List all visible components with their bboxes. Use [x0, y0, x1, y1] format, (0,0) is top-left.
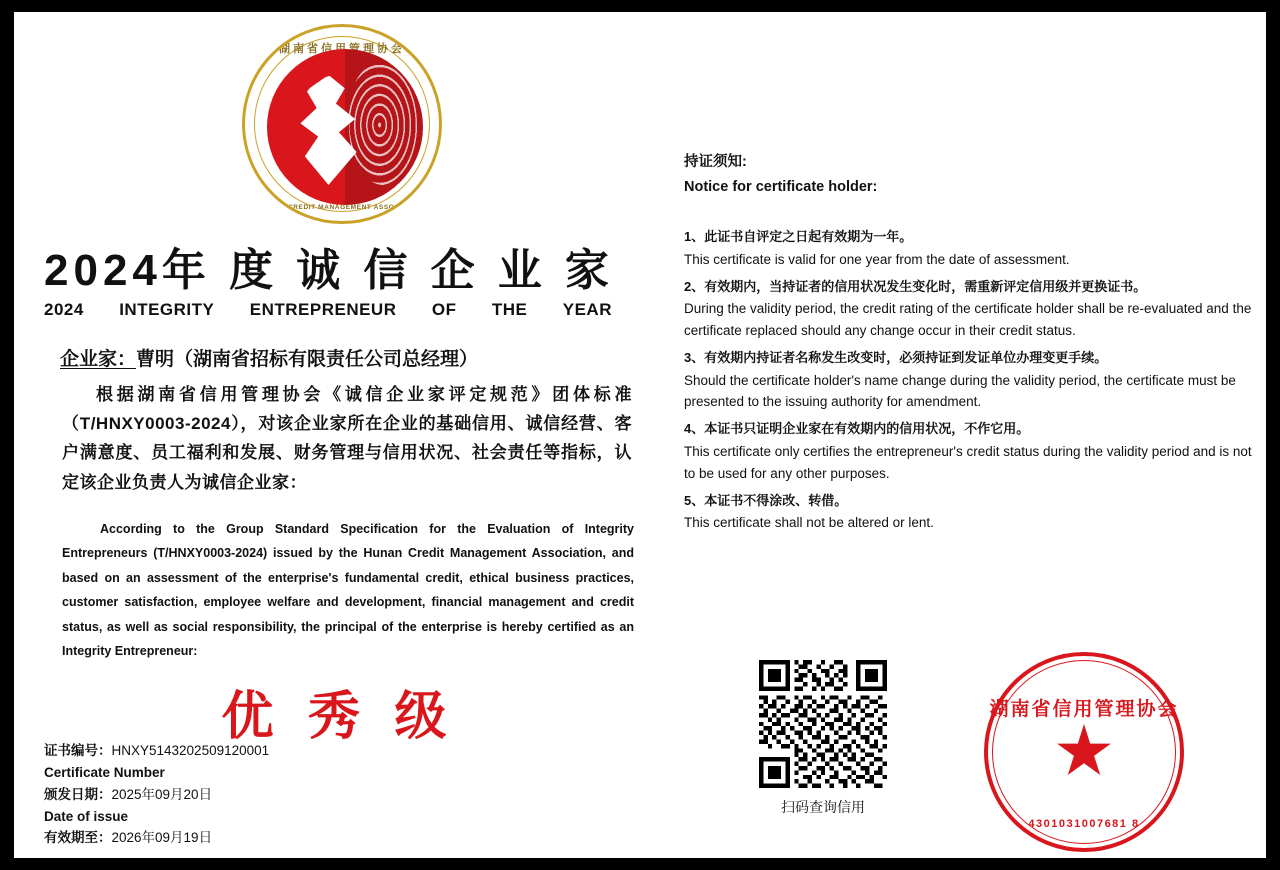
notice-item	[684, 225, 1264, 271]
title-cn-part-2: 诚	[296, 246, 346, 295]
notice-item	[684, 275, 1264, 342]
notice-item-cn: 5、本证书不得涂改、转借。	[684, 492, 848, 508]
issue-date-label-en: Date of issue	[44, 808, 129, 824]
qr-block	[759, 660, 899, 817]
title-en-part-0: 2024	[44, 300, 84, 319]
cert-number-row	[44, 740, 444, 762]
title-en-part-5: YEAR	[562, 300, 612, 319]
notice-item	[684, 489, 1264, 535]
body-text-chinese: 根据湖南省信用管理协会《诚信企业家评定规范》团体标准（T/HNXY0003-2024），对该企业家所在企业的基础信用、诚信经营、客户满意度、员工福利和发展、财务管理与信用状况、社会责任等指标，认定该企业负责人为诚信企业家：	[62, 385, 632, 492]
holder-line	[60, 344, 620, 371]
cert-number-label: 证书编号：	[44, 743, 112, 758]
notice-item-en: This certificate is valid for one year from the date of assessment.	[684, 251, 1070, 267]
notice-item-en: This certificate shall not be altered or lent.	[684, 515, 934, 531]
title-cn-part-1: 度	[229, 246, 279, 295]
seal-core	[267, 49, 423, 205]
grade-level: 优 秀 级	[221, 688, 457, 746]
certificate-page	[14, 12, 1266, 858]
title-cn-part-3: 信	[363, 246, 413, 295]
certificate-meta	[44, 740, 444, 849]
qr-code-icon[interactable]	[759, 660, 887, 788]
notice-heading	[684, 150, 877, 201]
title-en-part-2: ENTREPRENEUR	[249, 300, 397, 319]
title-en-part-4: THE	[491, 300, 528, 319]
notice-heading-en: Notice for certificate holder:	[684, 179, 878, 196]
valid-until-value: 2026年09月19日	[111, 830, 213, 846]
title-cn-part-4: 企	[430, 246, 480, 295]
title-english	[44, 300, 612, 320]
title-en-part-1: INTEGRITY	[119, 300, 215, 319]
notice-item-cn: 4、本证书只证明企业家在有效期内的信用状况，不作它用。	[684, 421, 1030, 437]
stamp-bottom-text: 4301031007681 8	[1028, 818, 1140, 830]
notice-item-cn: 2、有效期内，当持证者的信用状况发生变化时，需重新评定信用级并更换证书。	[684, 278, 1147, 294]
title-chinese	[44, 234, 614, 298]
notice-heading-cn: 持证须知:	[684, 154, 747, 170]
fingerprint-icon	[349, 65, 417, 185]
notice-item	[684, 346, 1264, 413]
title-en-part-3: OF	[431, 300, 457, 319]
holder-value: 曹明（湖南省招标有限责任公司总经理）	[136, 349, 479, 370]
notice-item-en: Should the certificate holder's name change during the validity period, the certificate must be presented to the issuing authority for amendment.	[684, 372, 1236, 410]
notice-item-en: During the validity period, the credit rating of the certificate holder shall be re-evaluated and the certificate replaced should any change occur in their credit status.	[684, 301, 1252, 339]
valid-until-row	[44, 827, 444, 849]
cert-number-value: HNXY5143202509120001	[111, 743, 270, 758]
issue-date-value: 2025年09月20日	[111, 786, 213, 802]
right-column	[654, 12, 1254, 858]
official-stamp	[984, 652, 1184, 852]
holder-label: 企业家：	[60, 349, 137, 370]
notice-item-cn: 1、此证书自评定之日起有效期为一年。	[684, 229, 913, 244]
notice-item-cn: 3、有效期内持证者名称发生改变时，必须持证到发证单位办理变更手续。	[684, 349, 1108, 365]
association-seal-icon	[242, 24, 442, 224]
qr-caption: 扫码查询信用	[781, 799, 865, 815]
cert-number-label-en: Certificate Number	[44, 764, 165, 780]
left-column	[14, 12, 634, 858]
notice-item	[684, 417, 1264, 484]
association-logo	[242, 24, 442, 224]
stamp-top-text: 湖南省信用管理协会	[989, 699, 1179, 720]
issue-date-label: 颁发日期：	[44, 786, 112, 802]
valid-until-label: 有效期至：	[44, 830, 112, 846]
body-text-english: According to the Group Standard Specification for the Evaluation of Integrity Entrepreneurs (T/HNXY0003-2024) issued by the Hunan Credit Management Association, and based on an assessment of the enterprise's fundamental credit, ethical business practices, customer satisfaction, employee welfare and development, financial management and credit status, as well as social responsibility, the principal of the enterprise is hereby certified as an Integrity Entrepreneur:	[62, 522, 634, 658]
title-cn-part-0: 2024年	[44, 246, 211, 295]
title-cn-part-5: 业	[497, 246, 547, 295]
title-cn-part-6: 家	[564, 246, 614, 295]
seal-bottom-text: HUNAN CREDIT MANAGEMENT ASSOCIATION	[259, 204, 425, 211]
issue-date-row	[44, 784, 444, 806]
notice-item-en: This certificate only certifies the entrepreneur's credit status during the validity period and is not to be used for any other purposes.	[684, 443, 1252, 481]
notice-list	[684, 225, 1264, 538]
